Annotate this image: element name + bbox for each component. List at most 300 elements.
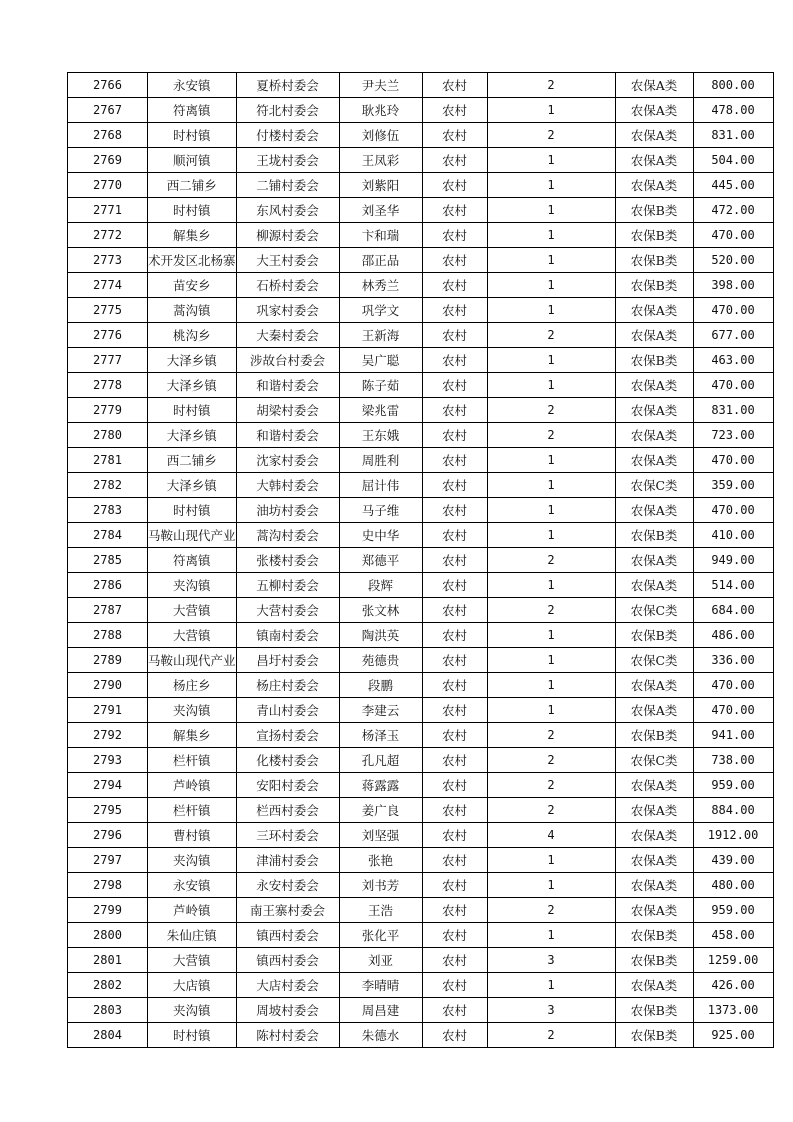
household-size-cell: 1 bbox=[487, 373, 615, 398]
area-type-cell: 农村 bbox=[422, 223, 487, 248]
serial-cell: 2792 bbox=[68, 723, 148, 748]
table-row bbox=[68, 298, 774, 323]
serial-cell: 2785 bbox=[68, 548, 148, 573]
serial-cell: 2799 bbox=[68, 898, 148, 923]
category-cell: 农保A类 bbox=[615, 298, 693, 323]
area-type-cell: 农村 bbox=[422, 323, 487, 348]
village-cell: 南王寨村委会 bbox=[236, 898, 339, 923]
area-type-cell: 农村 bbox=[422, 248, 487, 273]
village-cell: 沈家村委会 bbox=[236, 448, 339, 473]
household-size-cell: 1 bbox=[487, 273, 615, 298]
serial-cell: 2773 bbox=[68, 248, 148, 273]
name-cell: 马子维 bbox=[339, 498, 422, 523]
table-row bbox=[68, 973, 774, 998]
household-size-cell: 1 bbox=[487, 198, 615, 223]
household-size-cell: 2 bbox=[487, 1023, 615, 1048]
name-cell: 刘亚 bbox=[339, 948, 422, 973]
village-cell: 二铺村委会 bbox=[236, 173, 339, 198]
village-cell: 五柳村委会 bbox=[236, 573, 339, 598]
category-cell: 农保B类 bbox=[615, 998, 693, 1023]
amount-cell: 470.00 bbox=[693, 698, 773, 723]
village-cell: 蒿沟村委会 bbox=[236, 523, 339, 548]
amount-cell: 470.00 bbox=[693, 223, 773, 248]
serial-cell: 2795 bbox=[68, 798, 148, 823]
amount-cell: 514.00 bbox=[693, 573, 773, 598]
name-cell: 史中华 bbox=[339, 523, 422, 548]
village-cell: 周坡村委会 bbox=[236, 998, 339, 1023]
serial-cell: 2798 bbox=[68, 873, 148, 898]
table-row bbox=[68, 173, 774, 198]
amount-cell: 941.00 bbox=[693, 723, 773, 748]
amount-cell: 723.00 bbox=[693, 423, 773, 448]
town-cell: 符离镇 bbox=[148, 548, 237, 573]
serial-cell: 2796 bbox=[68, 823, 148, 848]
table-row bbox=[68, 123, 774, 148]
area-type-cell: 农村 bbox=[422, 423, 487, 448]
table-row bbox=[68, 523, 774, 548]
name-cell: 刘紫阳 bbox=[339, 173, 422, 198]
amount-cell: 470.00 bbox=[693, 373, 773, 398]
village-cell: 付楼村委会 bbox=[236, 123, 339, 148]
table-row bbox=[68, 498, 774, 523]
household-size-cell: 1 bbox=[487, 173, 615, 198]
table-row bbox=[68, 348, 774, 373]
amount-cell: 463.00 bbox=[693, 348, 773, 373]
amount-cell: 959.00 bbox=[693, 898, 773, 923]
area-type-cell: 农村 bbox=[422, 723, 487, 748]
category-cell: 农保B类 bbox=[615, 273, 693, 298]
name-cell: 段辉 bbox=[339, 573, 422, 598]
serial-cell: 2769 bbox=[68, 148, 148, 173]
town-cell: 顺河镇 bbox=[148, 148, 237, 173]
table-row bbox=[68, 673, 774, 698]
town-cell: 芦岭镇 bbox=[148, 773, 237, 798]
village-cell: 和谐村委会 bbox=[236, 373, 339, 398]
household-size-cell: 1 bbox=[487, 848, 615, 873]
area-type-cell: 农村 bbox=[422, 373, 487, 398]
name-cell: 耿兆玲 bbox=[339, 98, 422, 123]
name-cell: 蒋露露 bbox=[339, 773, 422, 798]
serial-cell: 2801 bbox=[68, 948, 148, 973]
village-cell: 和谐村委会 bbox=[236, 423, 339, 448]
village-cell: 夏桥村委会 bbox=[236, 73, 339, 98]
table-row bbox=[68, 398, 774, 423]
village-cell: 青山村委会 bbox=[236, 698, 339, 723]
household-size-cell: 1 bbox=[487, 473, 615, 498]
amount-cell: 1259.00 bbox=[693, 948, 773, 973]
amount-cell: 410.00 bbox=[693, 523, 773, 548]
household-size-cell: 1 bbox=[487, 698, 615, 723]
table-row bbox=[68, 698, 774, 723]
name-cell: 邵正品 bbox=[339, 248, 422, 273]
category-cell: 农保B类 bbox=[615, 923, 693, 948]
amount-cell: 480.00 bbox=[693, 873, 773, 898]
household-size-cell: 1 bbox=[487, 973, 615, 998]
name-cell: 陈子茹 bbox=[339, 373, 422, 398]
household-size-cell: 2 bbox=[487, 773, 615, 798]
area-type-cell: 农村 bbox=[422, 348, 487, 373]
village-cell: 柳源村委会 bbox=[236, 223, 339, 248]
name-cell: 陶洪英 bbox=[339, 623, 422, 648]
area-type-cell: 农村 bbox=[422, 148, 487, 173]
table-body bbox=[68, 73, 774, 1048]
village-cell: 宣扬村委会 bbox=[236, 723, 339, 748]
name-cell: 尹夫兰 bbox=[339, 73, 422, 98]
amount-cell: 458.00 bbox=[693, 923, 773, 948]
table-row bbox=[68, 723, 774, 748]
category-cell: 农保A类 bbox=[615, 148, 693, 173]
amount-cell: 336.00 bbox=[693, 648, 773, 673]
village-cell: 大秦村委会 bbox=[236, 323, 339, 348]
village-cell: 大韩村委会 bbox=[236, 473, 339, 498]
amount-cell: 470.00 bbox=[693, 498, 773, 523]
amount-cell: 1912.00 bbox=[693, 823, 773, 848]
town-cell: 大营镇 bbox=[148, 623, 237, 648]
amount-cell: 486.00 bbox=[693, 623, 773, 648]
household-size-cell: 4 bbox=[487, 823, 615, 848]
category-cell: 农保A类 bbox=[615, 848, 693, 873]
area-type-cell: 农村 bbox=[422, 923, 487, 948]
category-cell: 农保A类 bbox=[615, 773, 693, 798]
table-row bbox=[68, 548, 774, 573]
town-cell: 夹沟镇 bbox=[148, 998, 237, 1023]
table-row bbox=[68, 998, 774, 1023]
village-cell: 巩家村委会 bbox=[236, 298, 339, 323]
household-size-cell: 2 bbox=[487, 548, 615, 573]
table-row bbox=[68, 423, 774, 448]
village-cell: 大王村委会 bbox=[236, 248, 339, 273]
village-cell: 化楼村委会 bbox=[236, 748, 339, 773]
village-cell: 张楼村委会 bbox=[236, 548, 339, 573]
area-type-cell: 农村 bbox=[422, 1023, 487, 1048]
village-cell: 杨庄村委会 bbox=[236, 673, 339, 698]
category-cell: 农保A类 bbox=[615, 898, 693, 923]
name-cell: 刘修伍 bbox=[339, 123, 422, 148]
town-cell: 桃沟乡 bbox=[148, 323, 237, 348]
household-size-cell: 2 bbox=[487, 423, 615, 448]
area-type-cell: 农村 bbox=[422, 498, 487, 523]
area-type-cell: 农村 bbox=[422, 898, 487, 923]
relief-table bbox=[67, 72, 774, 1048]
serial-cell: 2777 bbox=[68, 348, 148, 373]
area-type-cell: 农村 bbox=[422, 173, 487, 198]
category-cell: 农保B类 bbox=[615, 198, 693, 223]
household-size-cell: 1 bbox=[487, 298, 615, 323]
village-cell: 津浦村委会 bbox=[236, 848, 339, 873]
amount-cell: 949.00 bbox=[693, 548, 773, 573]
town-cell: 大营镇 bbox=[148, 948, 237, 973]
name-cell: 李晴晴 bbox=[339, 973, 422, 998]
table-row bbox=[68, 598, 774, 623]
area-type-cell: 农村 bbox=[422, 473, 487, 498]
area-type-cell: 农村 bbox=[422, 573, 487, 598]
category-cell: 农保A类 bbox=[615, 823, 693, 848]
village-cell: 油坊村委会 bbox=[236, 498, 339, 523]
table-row bbox=[68, 248, 774, 273]
serial-cell: 2771 bbox=[68, 198, 148, 223]
table-row bbox=[68, 873, 774, 898]
table-row bbox=[68, 748, 774, 773]
village-cell: 安阳村委会 bbox=[236, 773, 339, 798]
area-type-cell: 农村 bbox=[422, 948, 487, 973]
category-cell: 农保B类 bbox=[615, 623, 693, 648]
name-cell: 刘书芳 bbox=[339, 873, 422, 898]
category-cell: 农保A类 bbox=[615, 423, 693, 448]
category-cell: 农保A类 bbox=[615, 698, 693, 723]
area-type-cell: 农村 bbox=[422, 548, 487, 573]
household-size-cell: 3 bbox=[487, 948, 615, 973]
name-cell: 屈计伟 bbox=[339, 473, 422, 498]
table-row bbox=[68, 98, 774, 123]
household-size-cell: 1 bbox=[487, 873, 615, 898]
category-cell: 农保A类 bbox=[615, 873, 693, 898]
amount-cell: 445.00 bbox=[693, 173, 773, 198]
area-type-cell: 农村 bbox=[422, 973, 487, 998]
village-cell: 大营村委会 bbox=[236, 598, 339, 623]
serial-cell: 2800 bbox=[68, 923, 148, 948]
area-type-cell: 农村 bbox=[422, 123, 487, 148]
town-cell: 西二铺乡 bbox=[148, 448, 237, 473]
town-cell: 栏杆镇 bbox=[148, 798, 237, 823]
serial-cell: 2788 bbox=[68, 623, 148, 648]
table-row bbox=[68, 198, 774, 223]
amount-cell: 478.00 bbox=[693, 98, 773, 123]
table-row bbox=[68, 798, 774, 823]
name-cell: 张文林 bbox=[339, 598, 422, 623]
serial-cell: 2776 bbox=[68, 323, 148, 348]
town-cell: 时村镇 bbox=[148, 123, 237, 148]
serial-cell: 2803 bbox=[68, 998, 148, 1023]
name-cell: 苑德贵 bbox=[339, 648, 422, 673]
household-size-cell: 1 bbox=[487, 523, 615, 548]
town-cell: 大泽乡镇 bbox=[148, 348, 237, 373]
household-size-cell: 1 bbox=[487, 923, 615, 948]
category-cell: 农保A类 bbox=[615, 73, 693, 98]
category-cell: 农保B类 bbox=[615, 723, 693, 748]
name-cell: 张化平 bbox=[339, 923, 422, 948]
town-cell: 夹沟镇 bbox=[148, 698, 237, 723]
area-type-cell: 农村 bbox=[422, 523, 487, 548]
name-cell: 王新海 bbox=[339, 323, 422, 348]
serial-cell: 2790 bbox=[68, 673, 148, 698]
category-cell: 农保A类 bbox=[615, 323, 693, 348]
name-cell: 刘圣华 bbox=[339, 198, 422, 223]
area-type-cell: 农村 bbox=[422, 848, 487, 873]
amount-cell: 831.00 bbox=[693, 398, 773, 423]
village-cell: 石桥村委会 bbox=[236, 273, 339, 298]
serial-cell: 2787 bbox=[68, 598, 148, 623]
category-cell: 农保A类 bbox=[615, 498, 693, 523]
name-cell: 王凤彩 bbox=[339, 148, 422, 173]
town-cell: 夹沟镇 bbox=[148, 848, 237, 873]
amount-cell: 684.00 bbox=[693, 598, 773, 623]
serial-cell: 2775 bbox=[68, 298, 148, 323]
household-size-cell: 2 bbox=[487, 73, 615, 98]
household-size-cell: 2 bbox=[487, 723, 615, 748]
table-row bbox=[68, 473, 774, 498]
table-row bbox=[68, 73, 774, 98]
category-cell: 农保A类 bbox=[615, 573, 693, 598]
table-row bbox=[68, 323, 774, 348]
area-type-cell: 农村 bbox=[422, 748, 487, 773]
household-size-cell: 1 bbox=[487, 223, 615, 248]
table-row bbox=[68, 148, 774, 173]
name-cell: 郑德平 bbox=[339, 548, 422, 573]
category-cell: 农保C类 bbox=[615, 748, 693, 773]
village-cell: 王垅村委会 bbox=[236, 148, 339, 173]
name-cell: 巩学文 bbox=[339, 298, 422, 323]
village-cell: 涉故台村委会 bbox=[236, 348, 339, 373]
town-cell: 解集乡 bbox=[148, 723, 237, 748]
household-size-cell: 1 bbox=[487, 623, 615, 648]
town-cell: 马鞍山现代产业 bbox=[148, 523, 237, 548]
table-row bbox=[68, 448, 774, 473]
amount-cell: 470.00 bbox=[693, 298, 773, 323]
household-size-cell: 1 bbox=[487, 248, 615, 273]
name-cell: 张艳 bbox=[339, 848, 422, 873]
amount-cell: 470.00 bbox=[693, 448, 773, 473]
serial-cell: 2789 bbox=[68, 648, 148, 673]
household-size-cell: 2 bbox=[487, 398, 615, 423]
area-type-cell: 农村 bbox=[422, 698, 487, 723]
category-cell: 农保A类 bbox=[615, 973, 693, 998]
town-cell: 芦岭镇 bbox=[148, 898, 237, 923]
name-cell: 段鹏 bbox=[339, 673, 422, 698]
name-cell: 吴广聪 bbox=[339, 348, 422, 373]
town-cell: 永安镇 bbox=[148, 73, 237, 98]
area-type-cell: 农村 bbox=[422, 623, 487, 648]
serial-cell: 2782 bbox=[68, 473, 148, 498]
amount-cell: 677.00 bbox=[693, 323, 773, 348]
amount-cell: 831.00 bbox=[693, 123, 773, 148]
town-cell: 西二铺乡 bbox=[148, 173, 237, 198]
category-cell: 农保B类 bbox=[615, 1023, 693, 1048]
category-cell: 农保B类 bbox=[615, 248, 693, 273]
table-row bbox=[68, 648, 774, 673]
table-row bbox=[68, 848, 774, 873]
serial-cell: 2781 bbox=[68, 448, 148, 473]
town-cell: 大泽乡镇 bbox=[148, 373, 237, 398]
amount-cell: 398.00 bbox=[693, 273, 773, 298]
town-cell: 时村镇 bbox=[148, 398, 237, 423]
name-cell: 杨泽玉 bbox=[339, 723, 422, 748]
category-cell: 农保A类 bbox=[615, 398, 693, 423]
town-cell: 栏杆镇 bbox=[148, 748, 237, 773]
serial-cell: 2791 bbox=[68, 698, 148, 723]
area-type-cell: 农村 bbox=[422, 298, 487, 323]
town-cell: 大泽乡镇 bbox=[148, 473, 237, 498]
area-type-cell: 农村 bbox=[422, 798, 487, 823]
table-row bbox=[68, 773, 774, 798]
serial-cell: 2804 bbox=[68, 1023, 148, 1048]
town-cell: 符离镇 bbox=[148, 98, 237, 123]
table-row bbox=[68, 1023, 774, 1048]
town-cell: 曹村镇 bbox=[148, 823, 237, 848]
serial-cell: 2794 bbox=[68, 773, 148, 798]
household-size-cell: 1 bbox=[487, 648, 615, 673]
category-cell: 农保C类 bbox=[615, 473, 693, 498]
name-cell: 周昌建 bbox=[339, 998, 422, 1023]
category-cell: 农保A类 bbox=[615, 548, 693, 573]
area-type-cell: 农村 bbox=[422, 823, 487, 848]
name-cell: 卞和瑞 bbox=[339, 223, 422, 248]
area-type-cell: 农村 bbox=[422, 73, 487, 98]
village-cell: 永安村委会 bbox=[236, 873, 339, 898]
town-cell: 朱仙庄镇 bbox=[148, 923, 237, 948]
name-cell: 姜广良 bbox=[339, 798, 422, 823]
category-cell: 农保B类 bbox=[615, 348, 693, 373]
town-cell: 夹沟镇 bbox=[148, 573, 237, 598]
category-cell: 农保A类 bbox=[615, 98, 693, 123]
name-cell: 朱德水 bbox=[339, 1023, 422, 1048]
village-cell: 大店村委会 bbox=[236, 973, 339, 998]
amount-cell: 800.00 bbox=[693, 73, 773, 98]
town-cell: 大泽乡镇 bbox=[148, 423, 237, 448]
area-type-cell: 农村 bbox=[422, 873, 487, 898]
serial-cell: 2767 bbox=[68, 98, 148, 123]
category-cell: 农保A类 bbox=[615, 373, 693, 398]
household-size-cell: 1 bbox=[487, 348, 615, 373]
household-size-cell: 2 bbox=[487, 798, 615, 823]
area-type-cell: 农村 bbox=[422, 98, 487, 123]
name-cell: 梁兆雷 bbox=[339, 398, 422, 423]
name-cell: 李建云 bbox=[339, 698, 422, 723]
serial-cell: 2802 bbox=[68, 973, 148, 998]
household-size-cell: 1 bbox=[487, 498, 615, 523]
village-cell: 三环村委会 bbox=[236, 823, 339, 848]
town-cell: 解集乡 bbox=[148, 223, 237, 248]
amount-cell: 359.00 bbox=[693, 473, 773, 498]
amount-cell: 439.00 bbox=[693, 848, 773, 873]
serial-cell: 2774 bbox=[68, 273, 148, 298]
serial-cell: 2797 bbox=[68, 848, 148, 873]
serial-cell: 2786 bbox=[68, 573, 148, 598]
town-cell: 时村镇 bbox=[148, 498, 237, 523]
table-row bbox=[68, 898, 774, 923]
household-size-cell: 1 bbox=[487, 673, 615, 698]
area-type-cell: 农村 bbox=[422, 448, 487, 473]
village-cell: 镇南村委会 bbox=[236, 623, 339, 648]
town-cell: 马鞍山现代产业 bbox=[148, 648, 237, 673]
area-type-cell: 农村 bbox=[422, 398, 487, 423]
category-cell: 农保C类 bbox=[615, 598, 693, 623]
table-row bbox=[68, 373, 774, 398]
amount-cell: 426.00 bbox=[693, 973, 773, 998]
village-cell: 东风村委会 bbox=[236, 198, 339, 223]
household-size-cell: 2 bbox=[487, 323, 615, 348]
table-row bbox=[68, 948, 774, 973]
amount-cell: 884.00 bbox=[693, 798, 773, 823]
town-cell: 杨庄乡 bbox=[148, 673, 237, 698]
village-cell: 镇西村委会 bbox=[236, 923, 339, 948]
area-type-cell: 农村 bbox=[422, 673, 487, 698]
village-cell: 陈村村委会 bbox=[236, 1023, 339, 1048]
serial-cell: 2768 bbox=[68, 123, 148, 148]
amount-cell: 472.00 bbox=[693, 198, 773, 223]
table-row bbox=[68, 923, 774, 948]
serial-cell: 2793 bbox=[68, 748, 148, 773]
name-cell: 周胜利 bbox=[339, 448, 422, 473]
amount-cell: 959.00 bbox=[693, 773, 773, 798]
amount-cell: 520.00 bbox=[693, 248, 773, 273]
amount-cell: 1373.00 bbox=[693, 998, 773, 1023]
table-row bbox=[68, 623, 774, 648]
household-size-cell: 1 bbox=[487, 448, 615, 473]
household-size-cell: 1 bbox=[487, 573, 615, 598]
village-cell: 胡梁村委会 bbox=[236, 398, 339, 423]
serial-cell: 2783 bbox=[68, 498, 148, 523]
amount-cell: 925.00 bbox=[693, 1023, 773, 1048]
